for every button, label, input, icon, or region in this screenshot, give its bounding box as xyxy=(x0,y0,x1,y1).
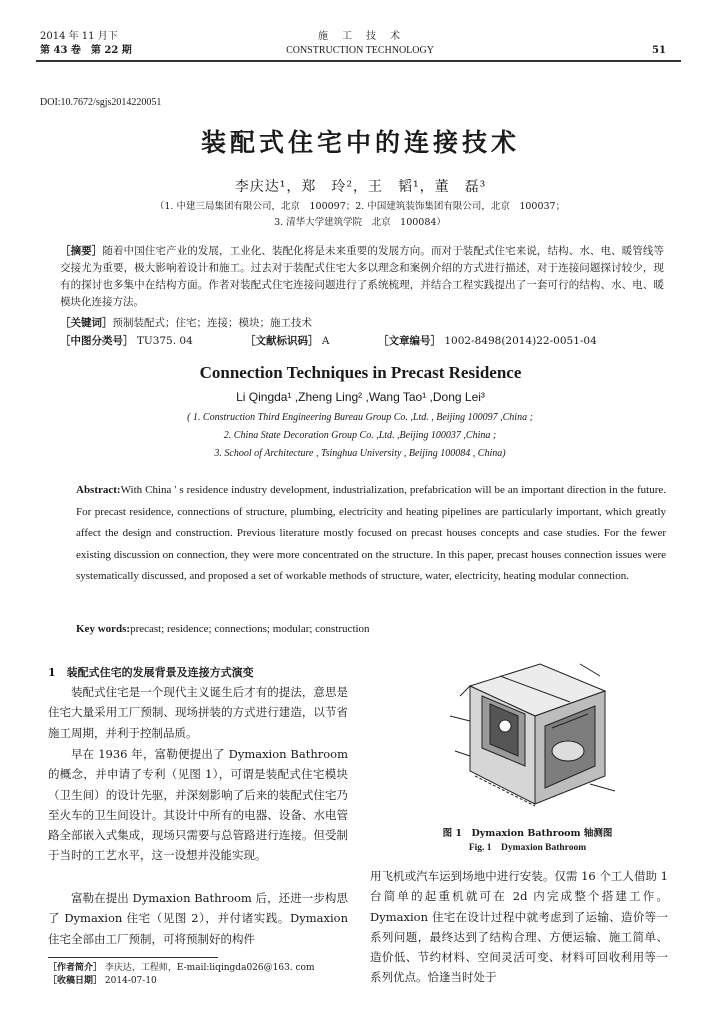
abstract-cn-label: ［摘要］ xyxy=(60,245,103,257)
abstract-en-label: Abstract: xyxy=(76,484,121,496)
keywords-en-label: Key words: xyxy=(76,623,131,635)
figure-1-caption-cn: 图 1 Dymaxion Bathroom 轴测图 xyxy=(442,828,613,839)
article-number-value: 1002-8498(2014)22-0051-04 xyxy=(444,335,597,347)
abstract-en xyxy=(76,480,666,588)
footnote-author xyxy=(48,962,348,975)
journal-name-cn: 施 工 技 术 xyxy=(318,31,402,42)
bathroom-axonometric-drawing xyxy=(430,656,625,811)
abstract-cn xyxy=(60,243,664,311)
authors-cn: 李庆达¹，郑 玲²，王 韬¹，董 磊³ xyxy=(234,179,487,195)
paper-title-en: Connection Techniques in Precast Residence xyxy=(199,363,522,382)
clc-label: ［中图分类号］ xyxy=(60,335,134,347)
affiliation-en-3: 3. School of Architecture , Tsinghua University , Beijing 100084 , China) xyxy=(214,448,506,459)
paper-title-cn: 装配式住宅中的连接技术 xyxy=(200,128,520,157)
section-1-heading: 1 装配式住宅的发展背景及连接方式演变 xyxy=(48,666,254,679)
abstract-en-text: With China ' s residence industry development, industrialization, prefabrication will be an important direction in the future. For precast residence, connections of structure, plumbing, electricity and heating pipelines are particularly important, which greatly affect the design and construction. Previous literature mostly focused on precast houses concepts and case studies. For the fewer existing discussion on connection, they were more concentrated on the structure. In this paper, precast houses connection issues were systematically discussed, and proposed a set of workable methods of structure, water, electricity, heating modular connection. xyxy=(76,484,666,582)
article-number xyxy=(378,333,668,350)
doc-code-label: ［文献标识码］ xyxy=(245,335,319,347)
issue-volume: 第 43 卷 第 22 期 xyxy=(40,45,132,56)
figure-1-image xyxy=(430,656,625,811)
affiliation-cn-2: 3. 清华大学建筑学院 北京 100084） xyxy=(274,217,446,228)
clc-number xyxy=(60,333,260,350)
affiliation-en-2: 2. China State Decoration Group Co. ,Ltd. ,Beijing 100037 ,China ; xyxy=(223,430,497,441)
abstract-cn-text: 随着中国住宅产业的发展，工业化、装配化将是未来重要的发展方向。而对于装配式住宅来说，结构、水、电、暖管线等交接尤为重要，极大影响着设计和施工。过去对于装配式住宅大多以理念和案例介绍的方式进行描述，对于连接问题探讨较少，现有的探讨也多集中在结构方面。作者对装配式住宅连接问题进行了系统梳理，并结合工程实践提出了一套可行的结构、水、电、暖模块化连接方法。 xyxy=(60,245,665,308)
footnote-rule xyxy=(48,957,218,958)
footnote-author-text: 李庆达，工程师，E-mail:liqingda026@163. com xyxy=(104,963,315,973)
footnote-received-label: ［收稿日期］ xyxy=(48,976,103,986)
affiliation-cn-1: （1. 中建三局集团有限公司，北京 100097；2. 中国建筑装饰集团有限公司，北京 100037； xyxy=(154,201,566,212)
doc-code-value: A xyxy=(321,335,330,347)
header-rule xyxy=(36,60,681,62)
keywords-cn xyxy=(60,315,664,332)
keywords-en xyxy=(76,619,666,641)
doi: DOI:10.7672/sgjs2014220051 xyxy=(40,97,162,108)
affiliation-en-1: ( 1. Construction Third Engineering Bureau Group Co. ,Ltd. , Beijing 100097 ,China ; xyxy=(187,412,533,423)
doc-code xyxy=(245,333,385,350)
authors-en: Li Qingda¹ ,Zheng Ling² ,Wang Tao¹ ,Dong Lei³ xyxy=(236,390,485,404)
section-1-para-1: 装配式住宅是一个现代主义诞生后才有的提法，意思是住宅大量采用工厂预制、现场拼装的方式进行建造，以节省施工周期，并利于控制品质。 xyxy=(48,685,348,740)
clc-value: TU375. 04 xyxy=(136,335,193,347)
issue-date: 2014 年 11 月下 xyxy=(40,31,118,42)
keywords-en-text: precast; residence; connections; modular; construction xyxy=(130,623,370,635)
keywords-cn-label: ［关键词］ xyxy=(60,317,113,329)
footnote-received-text: 2014-07-10 xyxy=(104,976,157,986)
section-1-para-2: 早在 1936 年，富勒便提出了 Dymaxion Bathroom 的概念，并申请了专利（见图 1），可谓是装配式住宅模块（卫生间）的设计先驱，并深刻影响了后来的装配式住宅乃至火车的卫生间设计。其设计中所有的电器、设备、水电管路全部嵌入式集成，现场只需要与总管路进行连接。但受制于当时的工艺水平，这一设想并没能实现。 xyxy=(48,747,348,863)
page-number: 51 xyxy=(652,45,666,56)
article-number-label: ［文章编号］ xyxy=(378,335,441,347)
section-1-para-3: 富勒在提出 Dymaxion Bathroom 后，还进一步构思了 Dymaxion 住宅（见图 2），并付诸实践。Dymaxion 住宅全部由工厂预制，可将预制好的构件 xyxy=(48,891,348,946)
figure-1-caption-en: Fig. 1 Dymaxion Bathroom xyxy=(468,843,587,853)
footnote-author-label: ［作者简介］ xyxy=(48,963,103,973)
keywords-cn-text: 预制装配式；住宅；连接；模块；施工技术 xyxy=(112,317,312,329)
section-1-para-3-continued: 用飞机或汽车运到场地中进行安装。仅需 16 个工人借助 1 台简单的起重机就可在 2d 内完成整个搭建工作。Dymaxion 住宅在设计过程中就考虑到了运输、造价等一系列问题，最终达到了结构合理、方便运输、施工简单、造价低、节约材料、空间灵活可变、材料可回收利用等一系列优点。恰逢当时处于 xyxy=(370,869,668,985)
footnote-received xyxy=(48,975,348,988)
journal-name-en: CONSTRUCTION TECHNOLOGY xyxy=(286,45,434,56)
